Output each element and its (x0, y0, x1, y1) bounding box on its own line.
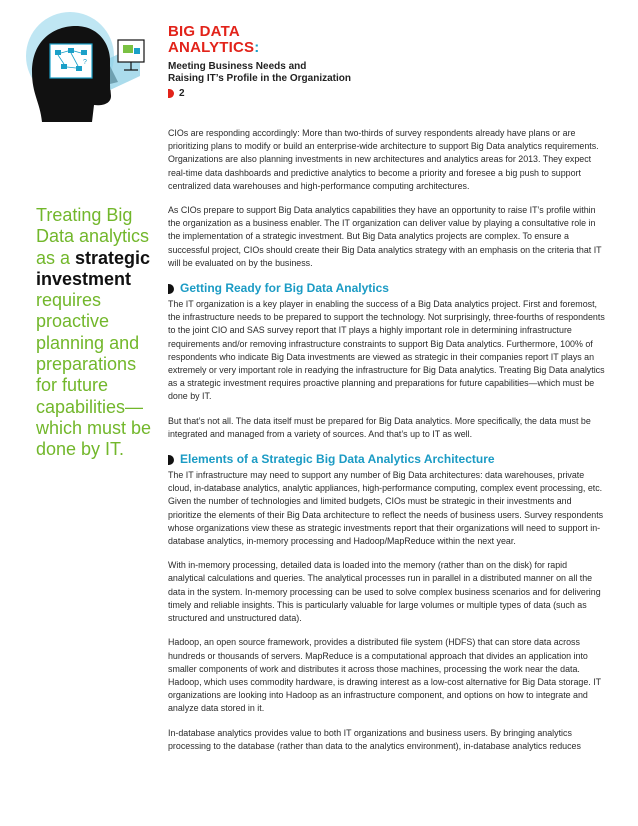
page-bullet-icon (168, 89, 174, 98)
body-paragraph-1: CIOs are responding accordingly: More than two-thirds of survey respondents already have plans or are prioritizing plans to modify or build an enterprise-wide architecture to support Big Data analytics requirements. Organizations are also planning investments in new architectures and analytics areas for 2013. They expect real-time data dashboards and predictive analytics to become a priority and foresee a big push to support centralized data warehouses and high-performance computing architectures. (168, 128, 599, 191)
subtitle-line-2: Raising IT’s Profile in the Organization (168, 73, 351, 84)
section2-paragraph-2: With in-memory processing, detailed data is loaded into the memory (rather than on the disk) for rapid analytical calculations and queries. The analytical processes run in parallel in a distributed manner on all the data in the system. In-memory processing can be used to solve complex business scenarios and for delivering timely and reliable insights. This is particularly valuable for large volumes or multiple types of data (such as structured and unstructured data). (168, 560, 601, 624)
main-text-column (168, 127, 606, 764)
subtitle-line-1: Meeting Business Needs and (168, 61, 307, 72)
section1-paragraph-2: But that’s not all. The data itself must be prepared for Big Data analytics. More specifically, the data must be integrated and managed from a variety of sources. And that’s up to IT as well. (168, 415, 591, 439)
document-header (168, 24, 468, 99)
svg-text:?: ? (83, 59, 87, 66)
section-heading-architecture (168, 452, 606, 467)
document-subtitle (168, 61, 468, 85)
section-heading-getting-ready-text: Getting Ready for Big Data Analytics (180, 281, 389, 296)
section-heading-architecture-text: Elements of a Strategic Big Data Analytics Architecture (180, 452, 495, 467)
section2-paragraph-4: In-database analytics provides value to both IT organizations and business users. By bringing analytics processing to the database (rather than data to the analytics environment), in-database analytics reduces (168, 727, 581, 751)
pull-quote-text-start: Treating Big Data analytics as a (36, 205, 150, 268)
document-title (168, 24, 468, 56)
section-heading-getting-ready (168, 281, 606, 296)
title-line-1: BIG DATA (168, 23, 240, 40)
title-line-2-text: ANALYTICS (168, 39, 255, 56)
page-number-row (168, 88, 468, 99)
section1-paragraph-1: The IT organization is a key player in enabling the success of a Big Data analytics project. First and foremost, the infrastructure needs to be prepared to support the technology. Not surprisingly, three-fourths of respondents to the joint CIO and SAS survey report that IT plays a highly important role in determining infrastructure requirements and/or removing infrastructure constraints to support Big Data analytics. Furthermore, 100% of respondents who indicate Big Data investments are viewed as strategic in their companies report IT plays an extremely or very important role in readying the infrastructure for Big Data analytics. Treating Big Data analytics as a strategic investment requires proactive planning and preparations for future capabilities—which must be done by IT. (168, 299, 605, 402)
pull-quote (36, 205, 152, 461)
section2-paragraph-1: The IT infrastructure may need to support any number of Big Data architectures: data warehouses, private cloud, in-database analytics, analytic appliances, high-performance computing, complex event processing, etc. Given the number of technologies and limited budgets, CIOs must be strategic in their investments and prioritize the elements of their Big Data architecture to reflect the needs of business users. Survey respondents whose organizations view these as strategic investments report that their organizations will need to support in-database analytics, in-memory processing and Hadoop/MapReduce within the next year. (168, 470, 604, 547)
pull-quote-text-end: requires proactive planning and preparations for future capabilities—which must be done by IT. (36, 290, 152, 460)
section-bullet-icon (168, 455, 174, 465)
page-number: 2 (179, 88, 185, 99)
title-line-2 (168, 40, 468, 56)
pull-quote-emphasis: strategic investment (36, 247, 151, 289)
section-bullet-icon (168, 284, 174, 294)
section2-paragraph-3: Hadoop, an open source framework, provides a distributed file system (HDFS) that can store data across hundreds or thousands of servers. MapReduce is a computational approach that divides an application into smaller components of work and distributes it across those machines, processing the work near the data. Hadoop, which uses commodity hardware, is drawing interest as a low-cost alternative for Big Data storage. IT organizations are looking into Hadoop as an infrastructure component, and options on how to integrate and analyze data stored in it. (168, 637, 601, 714)
title-colon: : (254, 39, 260, 56)
body-paragraph-2: As CIOs prepare to support Big Data analytics capabilities they have an opportunity to raise IT’s profile within the organization as a business enabler. The IT organization can deliver value by playing a consultative role in the implementation of a strategic investment. But Big Data analytics projects are complex. To ensure a successful project, CIOs should create their Big Data analytics strategy with an emphasis on the criteria that IT will be evaluated on by the business. (168, 205, 602, 268)
head-silhouette-with-data-screens-icon (12, 10, 162, 122)
